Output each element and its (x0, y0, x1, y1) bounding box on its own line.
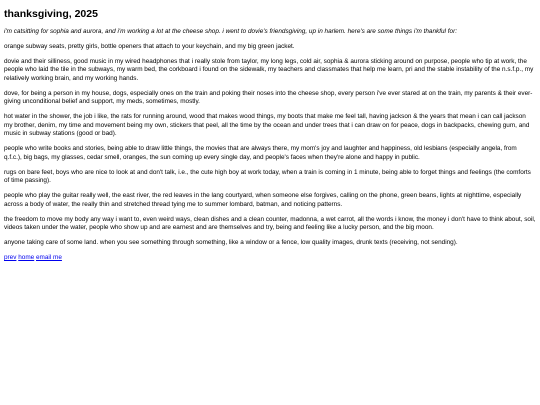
paragraph-3: dove, for being a person in my house, dogs, especially ones on the train and poking their noses into the cheese shop, every person i've ever stared at on the train, my parents & their ever-giving unconditional belief and support, my meds, sometimes, mostly. (4, 89, 533, 106)
page-title: thanksgiving, 2025 (4, 8, 98, 20)
intro-paragraph: i'm catsitting for sophia and aurora, and i'm working a lot at the cheese shop. i went to dovie's friendsgiving, up in harlem. here's are some things i'm thankful for: (4, 27, 457, 35)
prev-link[interactable]: prev (4, 254, 17, 262)
paragraph-5: people who write books and stories, being able to draw little things, the movies that are always there, my mom's joy and laughter and happiness, old lesbians (especially angela, from q.f.c.), big bags, my glasses, cedar smell, oranges, the sun coming up every single day, and people's faces when they're alone and happy in public. (4, 145, 517, 161)
paragraph-4: hot water in the shower, the job i like, the rats for running around, wood that makes wood things, my boots that make me feel tall, having jackson & the years that mean i can call jackson my brother, denim, my time and movement being my own, stickers that peel, all the time by the ocean and under trees that i can draw on for peace, dogs in backpacks, chewing gum, and music in subway stations (good or bad). (4, 113, 530, 138)
footer-nav (4, 254, 536, 262)
paragraph-1: orange subway seats, pretty girls, bottle openers that attach to your keychain, and my big green jacket. (4, 42, 295, 50)
paragraph-7: people who play the guitar really well, the east river, the red leaves in the lang courtyard, when someone else forgives, calling on the phone, green beans, lights at nighttime, especially across a body of water, the really thin and stretched thread tying me to summer lombard, batman, and noticing patterns. (4, 192, 522, 208)
paragraph-8: the freedom to move my body any way i want to, even weird ways, clean dishes and a clean counter, madonna, a wet carrot, all the words i know, the money i don't have to think about, soil, videos taken under the water, people who show up and are earnest and are themselves and try, being and feeling like a lucky person, and the big moon. (4, 215, 536, 232)
paragraph-2: dovie and their silliness, good music in my wired headphones that i really stole from taylor, my long legs, cold air, sophia & aurora sticking around on purpose, people who tip at work, the people who laid the tile in the subways, my warm bed, the corkboard i found on the sidewalk, my teachers and classmates that help me learn, pri and the stable instability of the n.s.f.p., my relatively working brain, and my working hands. (4, 57, 534, 82)
paragraph-9: anyone taking care of some land. when you see something through something, like a window or a fence, low quality images, drunk texts (receiving, not sending). (4, 239, 458, 247)
email-link[interactable]: email me (36, 254, 62, 262)
paragraph-6: rugs on bare feet, boys who are nice to look at and don't talk, i.e., the cute high boy at work today, when a train is coming in 1 minute, being able to forget things and feelings (the comforts of time passing). (4, 168, 531, 185)
home-link[interactable]: home (18, 254, 35, 262)
